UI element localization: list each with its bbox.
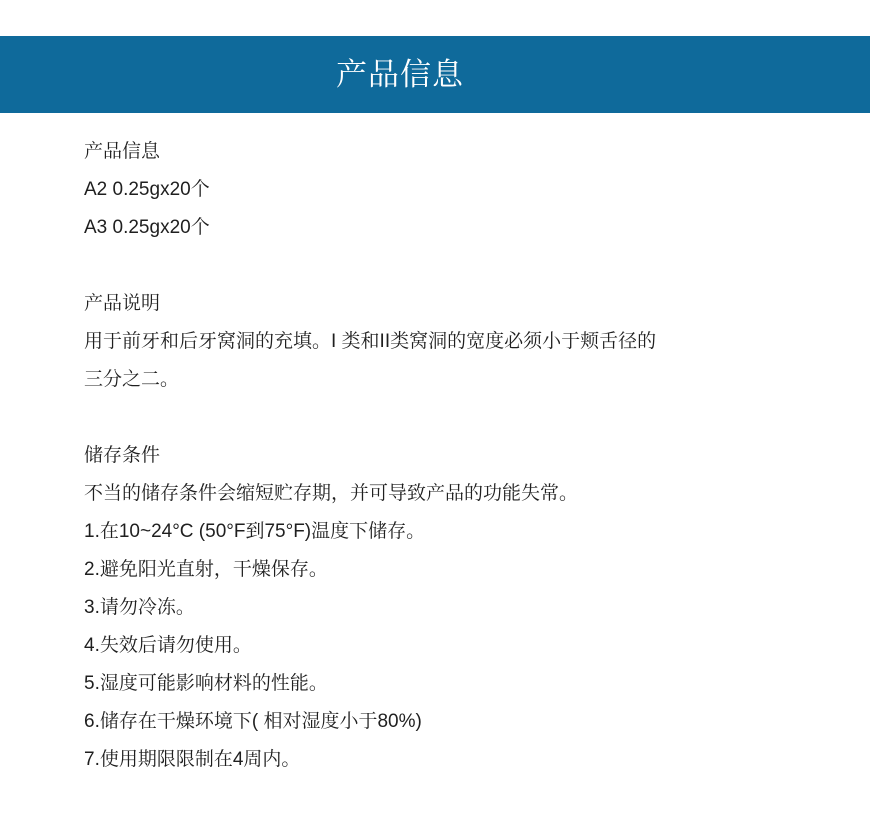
section-heading: 产品说明 — [84, 293, 161, 314]
text-line: 不当的储存条件会缩短贮存期，并可导致产品的功能失常。 — [84, 483, 579, 504]
list-item-1: 1.在10~24°C (50°F到75°F)温度下储存。 — [84, 521, 426, 542]
section-heading: 产品信息 — [84, 141, 161, 162]
list-item-4: 4.失效后请勿使用。 — [84, 635, 252, 656]
section-storage-conditions — [84, 437, 780, 779]
product-info-content — [0, 113, 870, 779]
text-line-sku-a2: A2 0.25gx20个 — [84, 179, 210, 200]
text-line-sku-a3: A3 0.25gx20个 — [84, 217, 210, 238]
list-item-7: 7.使用期限限制在4周内。 — [84, 749, 301, 770]
page-title: 产品信息 — [336, 57, 464, 92]
section-heading: 储存条件 — [84, 445, 161, 466]
text-line: 用于前牙和后牙窝洞的充填。I 类和II类窝洞的宽度必须小于颊舌径的 — [84, 331, 657, 352]
list-item-3: 3.请勿冷冻。 — [84, 597, 195, 618]
list-item-2: 2.避免阳光直射，干燥保存。 — [84, 559, 328, 580]
section-product-info — [84, 133, 780, 247]
text-line: 三分之二。 — [84, 369, 180, 390]
list-item-6: 6.储存在干燥环境下( 相对湿度小于80%) — [84, 711, 422, 732]
section-product-description — [84, 285, 780, 399]
list-item-5: 5.湿度可能影响材料的性能。 — [84, 673, 328, 694]
page-header-bar — [0, 36, 870, 113]
